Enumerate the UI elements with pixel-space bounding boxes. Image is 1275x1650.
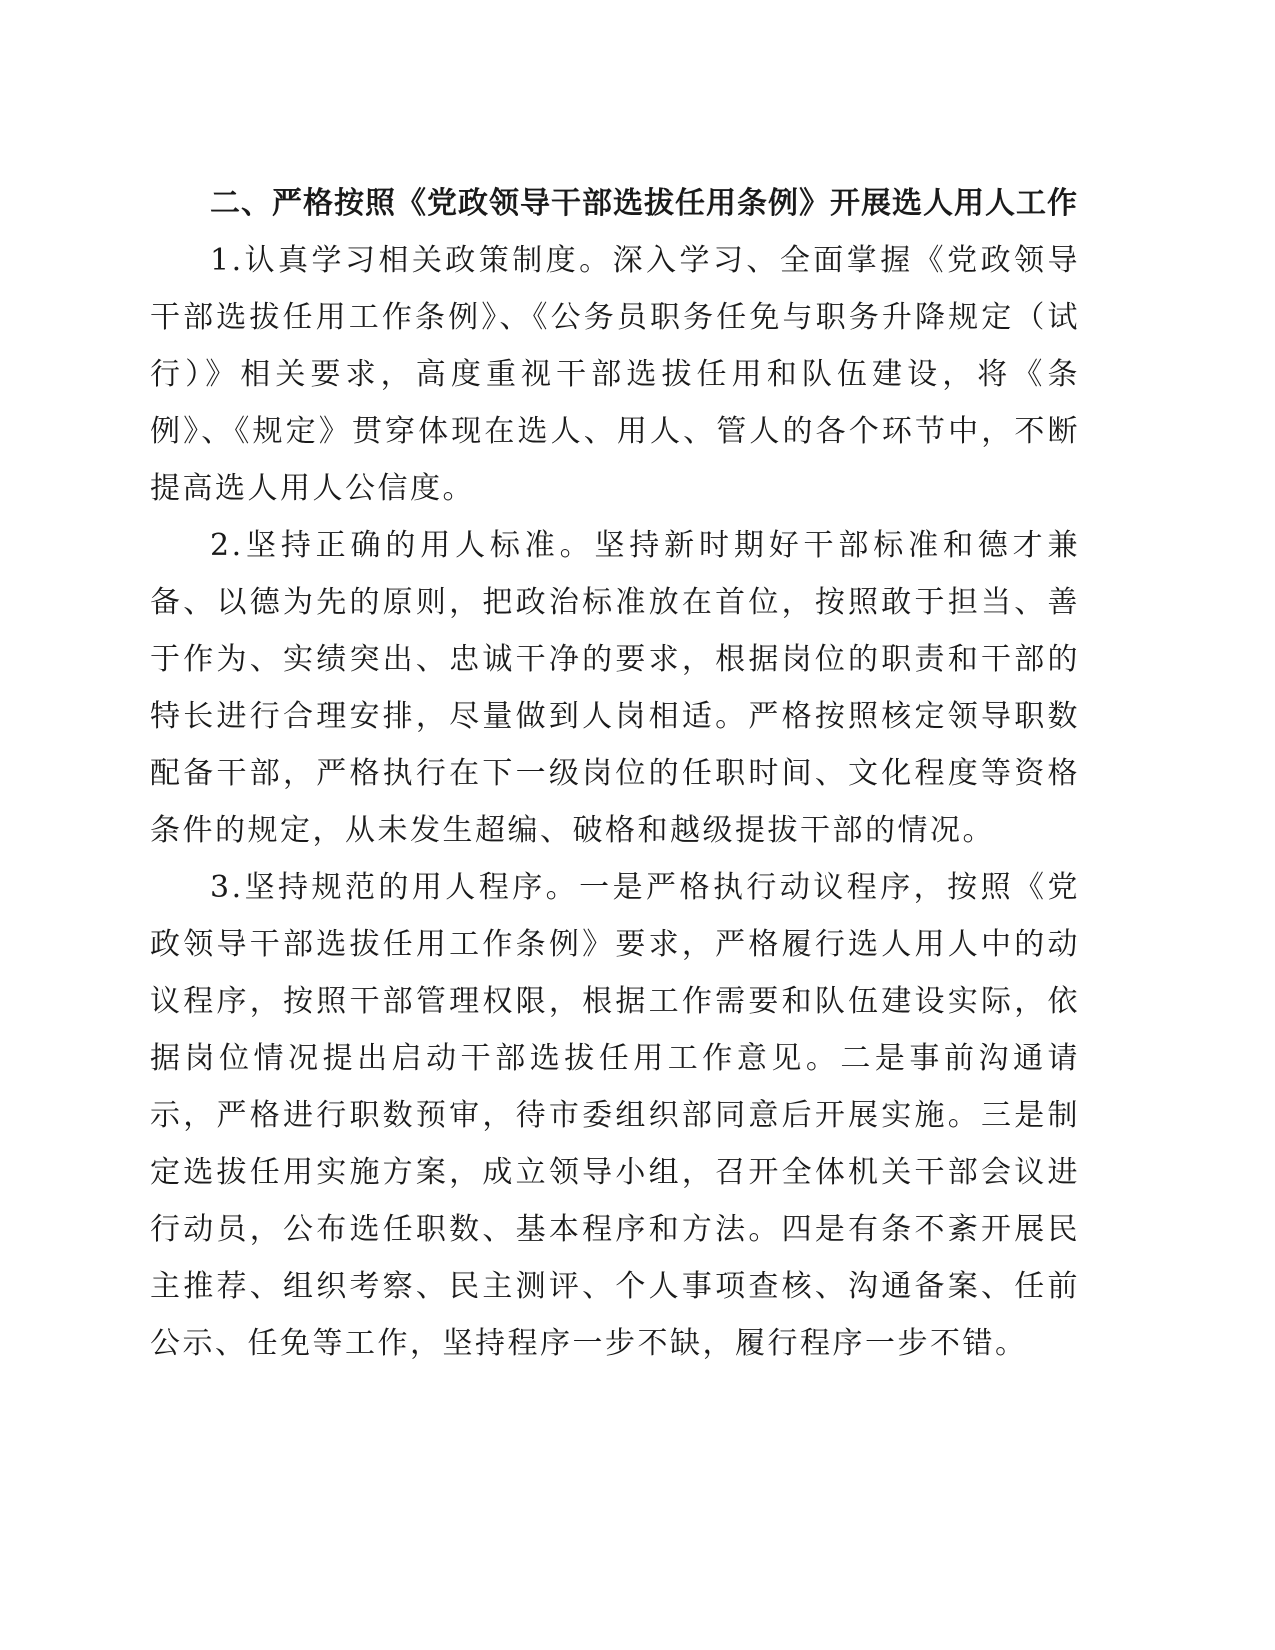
- document-page: [150, 175, 1080, 1372]
- section-heading: 二、严格按照《党政领导干部选拔任用条例》开展选人用人工作: [210, 186, 1078, 221]
- paragraph-employment-standard: 2.坚持正确的用人标准。坚持新时期好干部标准和德才兼备、以德为先的原则，把政治标准放在首位，按照敢于担当、善于作为、实绩突出、忠诚干净的要求，根据岗位的职责和干部的特长进行合理安排，尽量做到人岗相适。严格按照核定领导职数配备干部，严格执行在下一级岗位的任职时间、文化程度等资格条件的规定，从未发生超编、破格和越级提拔干部的情况。: [150, 528, 1080, 848]
- paragraph-employment-procedure: 3.坚持规范的用人程序。一是严格执行动议程序，按照《党政领导干部选拔任用工作条例》要求，严格履行选人用人中的动议程序，按照干部管理权限，根据工作需要和队伍建设实际，依据岗位情况提出启动干部选拔任用工作意见。二是事前沟通请示，严格进行职数预审，待市委组织部同意后开展实施。三是制定选拔任用实施方案，成立领导小组，召开全体机关干部会议进行动员，公布选任职数、基本程序和方法。四是有条不紊开展民主推荐、组织考察、民主测评、个人事项查核、沟通备案、任前公示、任免等工作，坚持程序一步不缺，履行程序一步不错。: [150, 870, 1080, 1361]
- paragraph-policy-study: 1.认真学习相关政策制度。深入学习、全面掌握《党政领导干部选拔任用工作条例》、《公务员职务任免与职务升降规定（试行）》相关要求，高度重视干部选拔任用和队伍建设，将《条例》、《规定》贯穿体现在选人、用人、管人的各个环节中，不断提高选人用人公信度。: [150, 243, 1080, 506]
